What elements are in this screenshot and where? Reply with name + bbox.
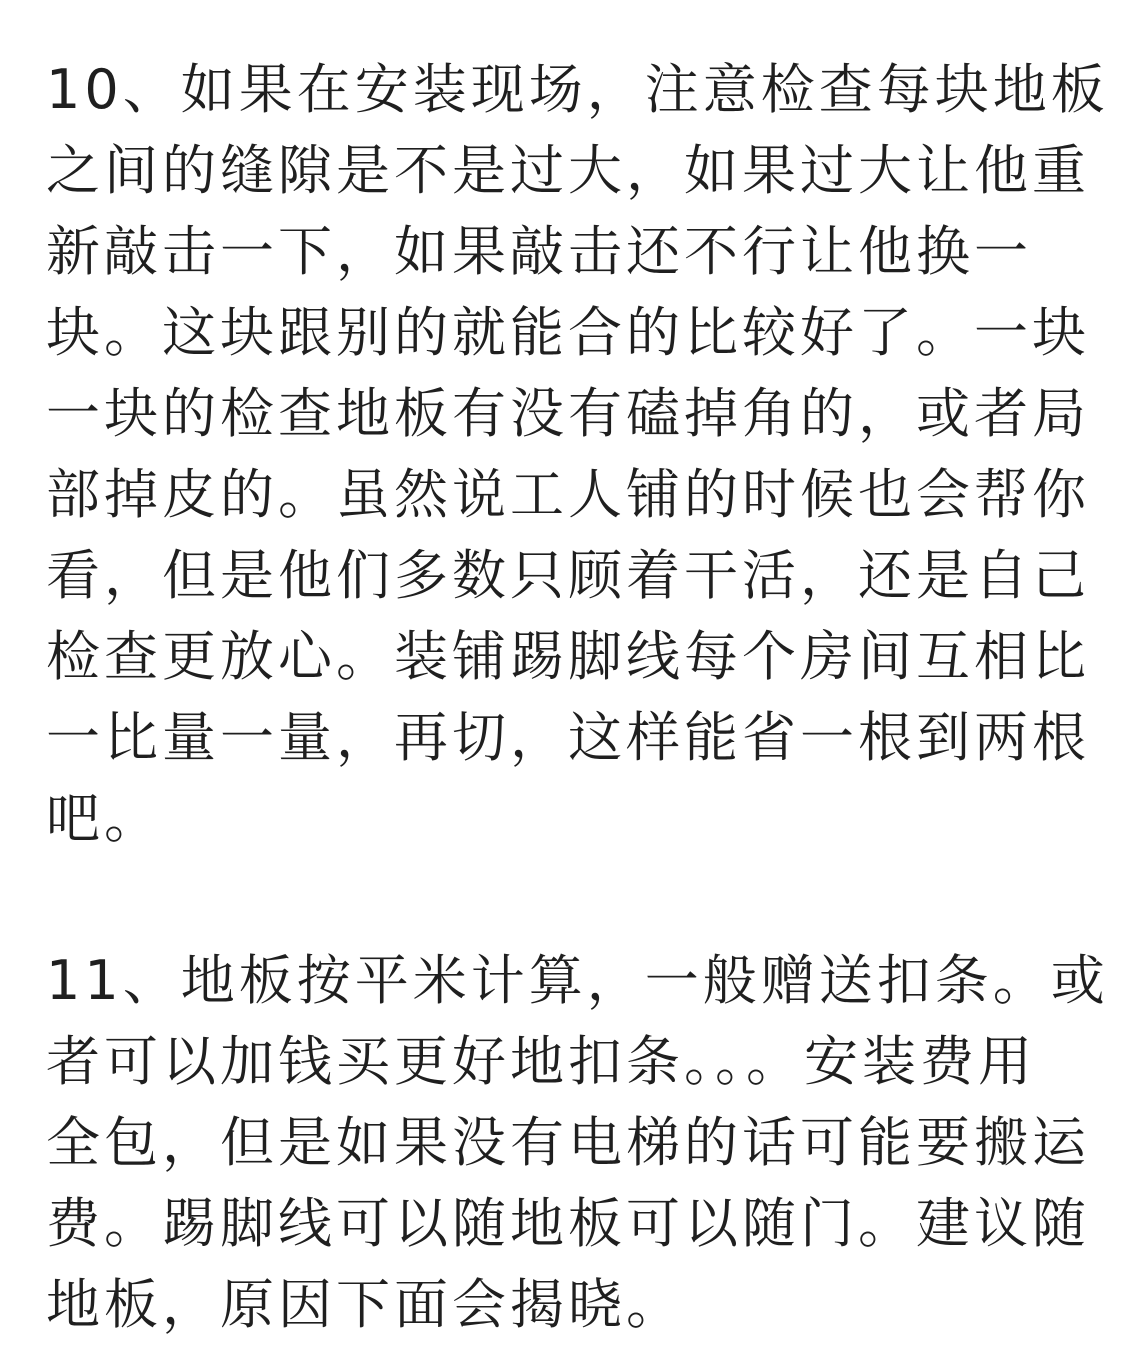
text-line: 10、如果在安装现场，注意检查每块地板	[46, 58, 1109, 121]
text-line: 新敲击一下，如果敲击还不行让他换一	[46, 220, 1032, 283]
text-line: 一比量一量，再切，这样能省一根到两根	[46, 706, 1090, 769]
paragraph-10	[46, 49, 1109, 859]
text-line: 者可以加钱买更好地扣条。。。安装费用	[46, 1030, 1036, 1093]
text-line: 检查更放心。装铺踢脚线每个房间互相比	[46, 625, 1090, 688]
text-line: 看，但是他们多数只顾着干活，还是自己	[46, 544, 1090, 607]
text-line: 费。踢脚线可以随地板可以随门。建议随	[46, 1192, 1090, 1255]
text-line: 之间的缝隙是不是过大，如果过大让他重	[46, 139, 1090, 202]
text-line: 11、地板按平米计算，一般赠送扣条。或	[46, 949, 1109, 1012]
text-line: 部掉皮的。虽然说工人铺的时候也会帮你	[46, 463, 1090, 526]
text-line: 一块的检查地板有没有磕掉角的，或者局	[46, 382, 1090, 445]
text-line: 地板，原因下面会揭晓。	[46, 1273, 684, 1336]
paragraph-11	[46, 940, 1109, 1345]
text-line: 全包，但是如果没有电梯的话可能要搬运	[46, 1111, 1090, 1174]
text-line: 吧。	[46, 787, 162, 850]
article-body	[46, 49, 1109, 1345]
text-line: 块。这块跟别的就能合的比较好了。一块	[46, 301, 1090, 364]
